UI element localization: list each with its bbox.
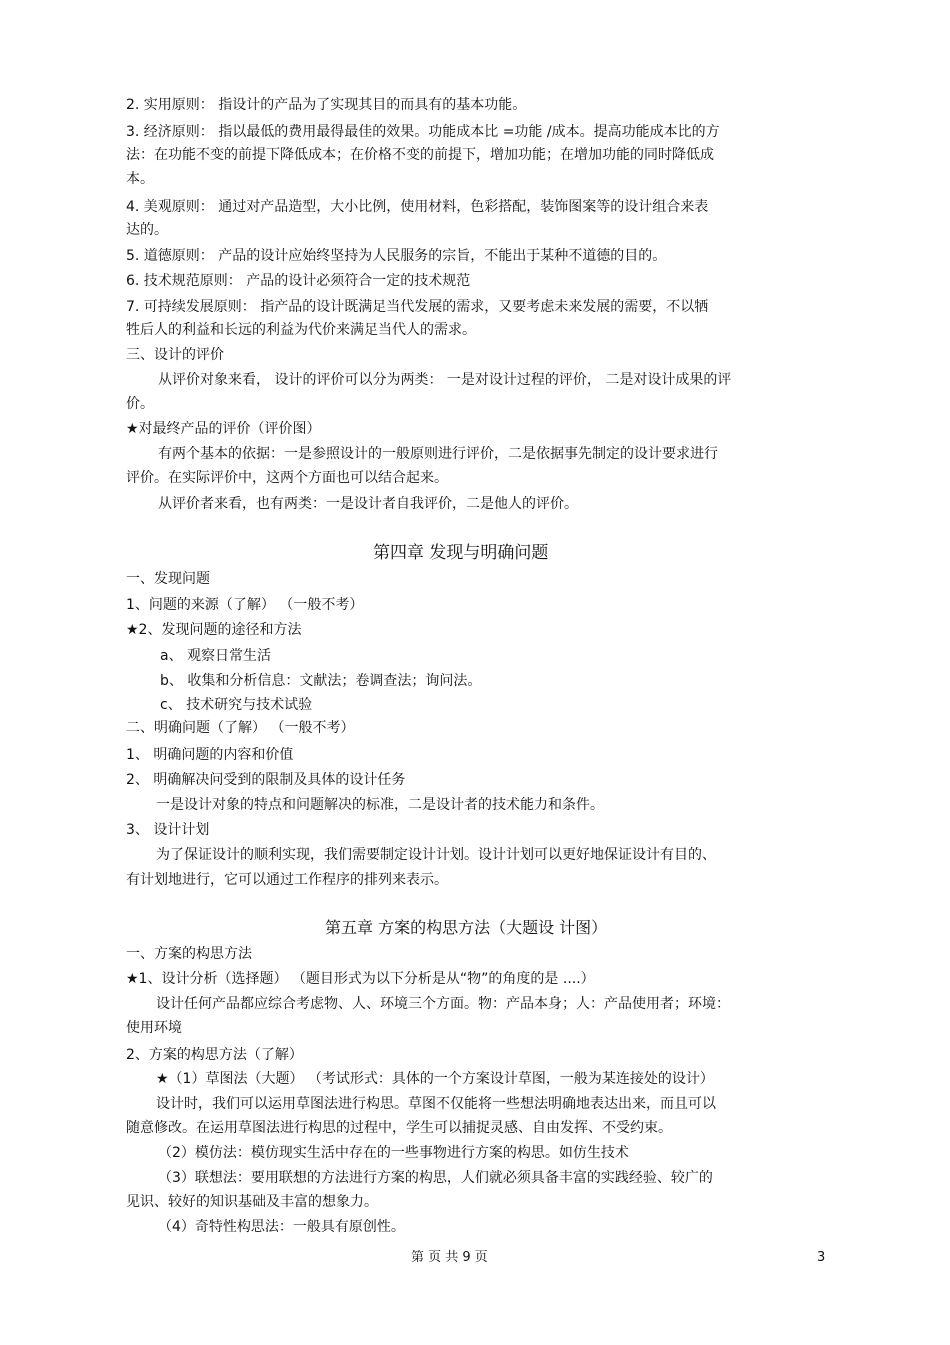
paragraph-line: 有计划地进行，它可以通过工作程序的排列来表示。 <box>126 872 448 888</box>
paragraph-line: 价。 <box>126 396 154 412</box>
list-item: （4）奇特性构思法：一般具有原创性。 <box>158 1219 405 1235</box>
paragraph-line: 从评价者来看，也有两类：一是设计者自我评价，二是他人的评价。 <box>158 496 578 512</box>
starred-heading: ★对最终产品的评价（评价图） <box>126 421 321 437</box>
paragraph-line: 从评价对象来看， 设计的评价可以分为两类： 一是对设计过程的评价， 二是对设计成果的评 <box>158 372 732 388</box>
paragraph-line: 设计任何产品都应综合考虑物、人、环境三个方面。物：产品本身；人：产品使用者；环境： <box>156 996 730 1012</box>
numbered-item: 3、 设计计划 <box>126 822 210 838</box>
chapter-title: 第五章 方案的构思方法（大题设 计图） <box>325 918 608 937</box>
page-number: 3 <box>817 1250 826 1265</box>
principle-economic-end: 本。 <box>126 171 154 187</box>
principle-practical: 2. 实用原则： 指设计的产品为了实现其目的而具有的基本功能。 <box>126 97 527 113</box>
numbered-item: 2、方案的构思方法（了解） <box>126 1047 303 1063</box>
starred-heading: ★1、设计分析（选择题） （题目形式为以下分析是从“物”的角度的是 ....） <box>126 971 595 987</box>
paragraph-line: 随意修改。在运用草图法进行构思的过程中，学生可以捕捉灵感、自由发挥、不受约束。 <box>126 1120 672 1136</box>
principle-technical: 6. 技术规范原则： 产品的设计必须符合一定的技术规范 <box>126 273 471 289</box>
section-heading: 三、设计的评价 <box>126 347 224 363</box>
section-heading: 一、发现问题 <box>126 571 210 587</box>
principle-economic: 3. 经济原则： 指以最低的费用最得最佳的效果。功能成本比 =功能 /成本。提高功能成本比的方 <box>126 124 720 140</box>
paragraph-line: 评价。在实际评价中，这两个方面也可以结合起来。 <box>126 470 448 486</box>
list-item: （3）联想法：要用联想的方法进行方案的构思，人们就必须具备丰富的实践经验、较广的 <box>158 1170 713 1186</box>
numbered-item: 2、 明确解决问受到的限制及具体的设计任务 <box>126 772 406 788</box>
principle-sustainable: 7. 可持续发展原则： 指产品的设计既满足当代发展的需求，又要考虑未来发展的需要，不以牺 <box>126 299 709 315</box>
page-info: 第 页 共 9 页 <box>411 1250 488 1265</box>
section-heading: 一、方案的构思方法 <box>126 946 252 962</box>
paragraph-line: 见识、较好的知识基础及丰富的想象力。 <box>126 1194 378 1210</box>
paragraph-line: 有两个基本的依据：一是参照设计的一般原则进行评价，二是依据事先制定的设计要求进行 <box>158 446 718 462</box>
list-item: c、 技术研究与技术试验 <box>160 697 313 713</box>
list-item: b、 收集和分析信息：文献法；卷调查法；询问法。 <box>160 673 482 689</box>
paragraph-line: 一是设计对象的特点和问题解决的标准，二是设计者的技术能力和条件。 <box>156 797 604 813</box>
section-heading: 二、明确问题（了解） （一般不考） <box>126 720 355 736</box>
principle-aesthetic: 4. 美观原则： 通过对产品造型，大小比例，使用材料，色彩搭配，装饰图案等的设计组合来表 <box>126 199 709 215</box>
list-item: a、 观察日常生活 <box>160 648 272 664</box>
principle-sustainable-cont: 牲后人的利益和长远的利益为代价来满足当代人的需求。 <box>126 322 476 338</box>
starred-heading: ★2、发现问题的途径和方法 <box>126 622 302 638</box>
numbered-item: 1、 明确问题的内容和价值 <box>126 747 294 763</box>
numbered-item: 1、问题的来源（了解） （一般不考） <box>126 597 364 613</box>
paragraph-line: 设计时，我们可以运用草图法进行构思。草图不仅能将一些想法明确地表达出来，而且可以 <box>156 1096 716 1112</box>
principle-aesthetic-end: 达的。 <box>126 222 168 238</box>
principle-economic-cont: 法：在功能不变的前提下降低成本；在价格不变的前提下，增加功能；在增加功能的同时降低成 <box>126 147 714 163</box>
list-item: （2）模仿法：模仿现实生活中存在的一些事物进行方案的构思。如仿生技术 <box>158 1145 629 1161</box>
starred-heading: ★（1）草图法（大题） （考试形式：具体的一个方案设计草图，一般为某连接处的设计） <box>156 1071 714 1087</box>
principle-moral: 5. 道德原则： 产品的设计应始终坚持为人民服务的宗旨，不能出于某种不道德的目的。 <box>126 248 667 264</box>
chapter-title: 第四章 发现与明确问题 <box>373 543 549 563</box>
paragraph-line: 为了保证设计的顺利实现，我们需要制定设计计划。设计计划可以更好地保证设计有目的、 <box>156 847 716 863</box>
paragraph-line: 使用环境 <box>126 1020 182 1036</box>
